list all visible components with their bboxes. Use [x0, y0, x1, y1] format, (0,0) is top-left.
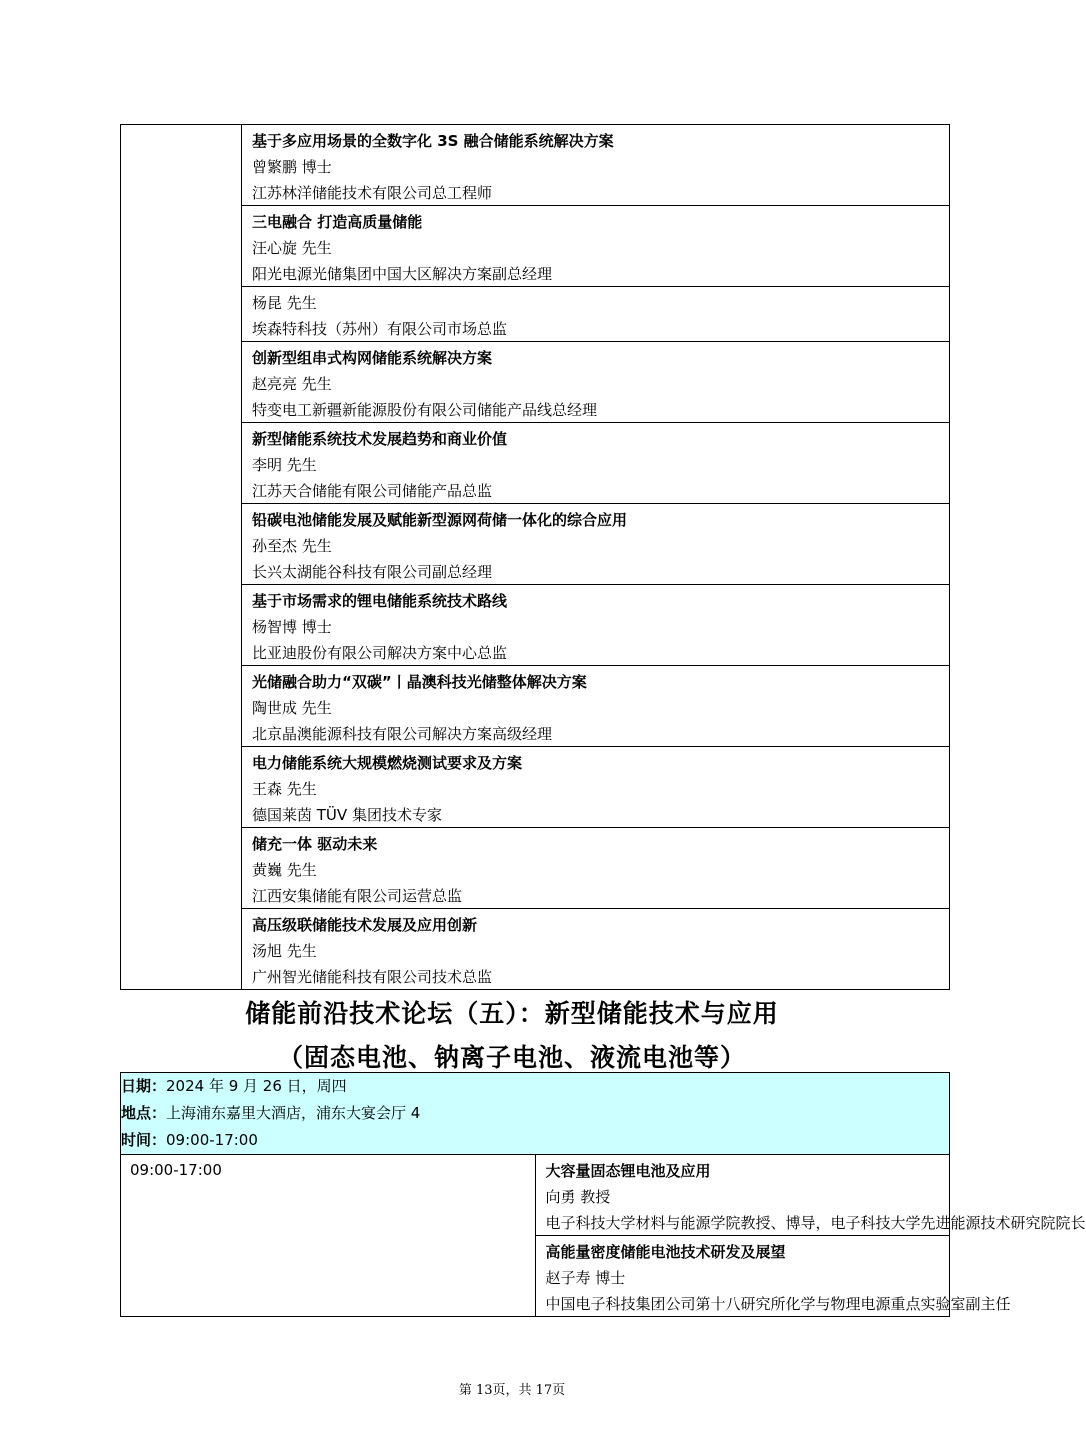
talk-speaker: 赵亮亮 先生: [252, 375, 332, 393]
talk-cell: [242, 287, 950, 342]
venue-label: 地点：: [121, 1104, 167, 1122]
talk-cell: [242, 909, 950, 990]
talk-cell: [242, 747, 950, 828]
talk-speaker: 李明 先生: [252, 456, 317, 474]
talk-organization: 长兴太湖能谷科技有限公司副总经理: [252, 563, 493, 581]
upper-schedule-table: [120, 124, 950, 990]
talk-cell: [242, 423, 950, 504]
talk-title: 基于多应用场景的全数字化 3S 融合储能系统解决方案: [252, 132, 614, 150]
talk-speaker: 黄巍 先生: [252, 861, 317, 879]
page-footer: 第 13页，共 17页: [458, 1383, 566, 1398]
date-label: 日期：: [121, 1077, 167, 1095]
talk-organization: 电子科技大学材料与能源学院教授、博导，电子科技大学先进能源技术研究院院长: [545, 1214, 1086, 1232]
talk-organization: 埃森特科技（苏州）有限公司市场总监: [252, 320, 508, 338]
venue-value: 上海浦东嘉里大酒店，浦东大宴会厅 4: [166, 1104, 421, 1122]
talk-title: 创新型组串式构网储能系统解决方案: [252, 349, 493, 367]
session-time: 09:00-17:00: [130, 1161, 222, 1179]
time-label: 时间：: [121, 1131, 167, 1149]
forum-subtitle: （固态电池、钠离子电池、液流电池等）: [277, 1043, 746, 1072]
talk-speaker: 孙至杰 先生: [252, 537, 332, 555]
date-line: [121, 1073, 949, 1100]
talk-cell: [242, 585, 950, 666]
talk-organization: 比亚迪股份有限公司解决方案中心总监: [252, 644, 508, 662]
talk-speaker: 王森 先生: [252, 780, 317, 798]
talk-title: 大容量固态锂电池及应用: [545, 1162, 711, 1180]
talk-title: 电力储能系统大规模燃烧测试要求及方案: [252, 754, 523, 772]
talk-speaker: 向勇 教授: [545, 1188, 611, 1206]
talk-cell: [242, 828, 950, 909]
date-value: 2024 年 9 月 26 日，周四: [166, 1077, 347, 1095]
talk-title: 三电融合 打造高质量储能: [252, 213, 423, 231]
talk-organization: 中国电子科技集团公司第十八研究所化学与物理电源重点实验室副主任: [545, 1295, 1011, 1313]
talk-title: 高压级联储能技术发展及应用创新: [252, 916, 478, 934]
talk-speaker: 陶世成 先生: [252, 699, 332, 717]
talk-cell: [535, 1155, 1086, 1236]
talk-organization: 广州智光储能科技有限公司技术总监: [252, 968, 493, 986]
venue-line: [121, 1100, 949, 1127]
talk-title: 高能量密度储能电池技术研发及展望: [545, 1243, 786, 1261]
time-cell-empty: [121, 125, 242, 990]
session-time-cell: [121, 1155, 536, 1317]
talk-speaker: 杨智博 博士: [252, 618, 332, 636]
talk-cell: [242, 206, 950, 287]
talk-speaker: 杨昆 先生: [252, 294, 317, 312]
talk-cell: [242, 125, 950, 206]
forum-title: 储能前沿技术论坛（五）：新型储能技术与应用: [245, 999, 779, 1028]
talk-speaker: 汤旭 先生: [252, 942, 317, 960]
talk-title: 铅碳电池储能发展及赋能新型源网荷储一体化的综合应用: [252, 511, 628, 529]
time-value: 09:00-17:00: [166, 1131, 258, 1149]
talk-organization: 特变电工新疆新能源股份有限公司储能产品线总经理: [252, 401, 598, 419]
talk-organization: 德国莱茵 TÜV 集团技术专家: [252, 806, 442, 824]
talk-title: 储充一体 驱动未来: [252, 835, 378, 853]
talk-cell: [242, 504, 950, 585]
talk-organization: 江苏林洋储能技术有限公司总工程师: [252, 184, 493, 202]
talk-cell: [242, 342, 950, 423]
talk-organization: 阳光电源光储集团中国大区解决方案副总经理: [252, 265, 553, 283]
talk-title: 新型储能系统技术发展趋势和商业价值: [252, 430, 508, 448]
forum-schedule-table: [120, 1072, 1086, 1317]
talk-cell: [535, 1236, 1011, 1317]
time-line: [121, 1127, 949, 1154]
talk-title: 基于市场需求的锂电储能系统技术路线: [252, 592, 508, 610]
talk-organization: 江西安集储能有限公司运营总监: [252, 887, 463, 905]
talk-title: 光储融合助力“双碳”丨晶澳科技光储整体解决方案: [252, 673, 587, 691]
talk-organization: 江苏天合储能有限公司储能产品总监: [252, 482, 493, 500]
talk-speaker: 赵子寿 博士: [545, 1269, 626, 1287]
forum-info-cell: [121, 1073, 950, 1155]
talk-speaker: 曾繁鹏 博士: [252, 158, 332, 176]
talk-speaker: 汪心旋 先生: [252, 239, 332, 257]
talk-organization: 北京晶澳能源科技有限公司解决方案高级经理: [252, 725, 553, 743]
talk-cell: [242, 666, 950, 747]
